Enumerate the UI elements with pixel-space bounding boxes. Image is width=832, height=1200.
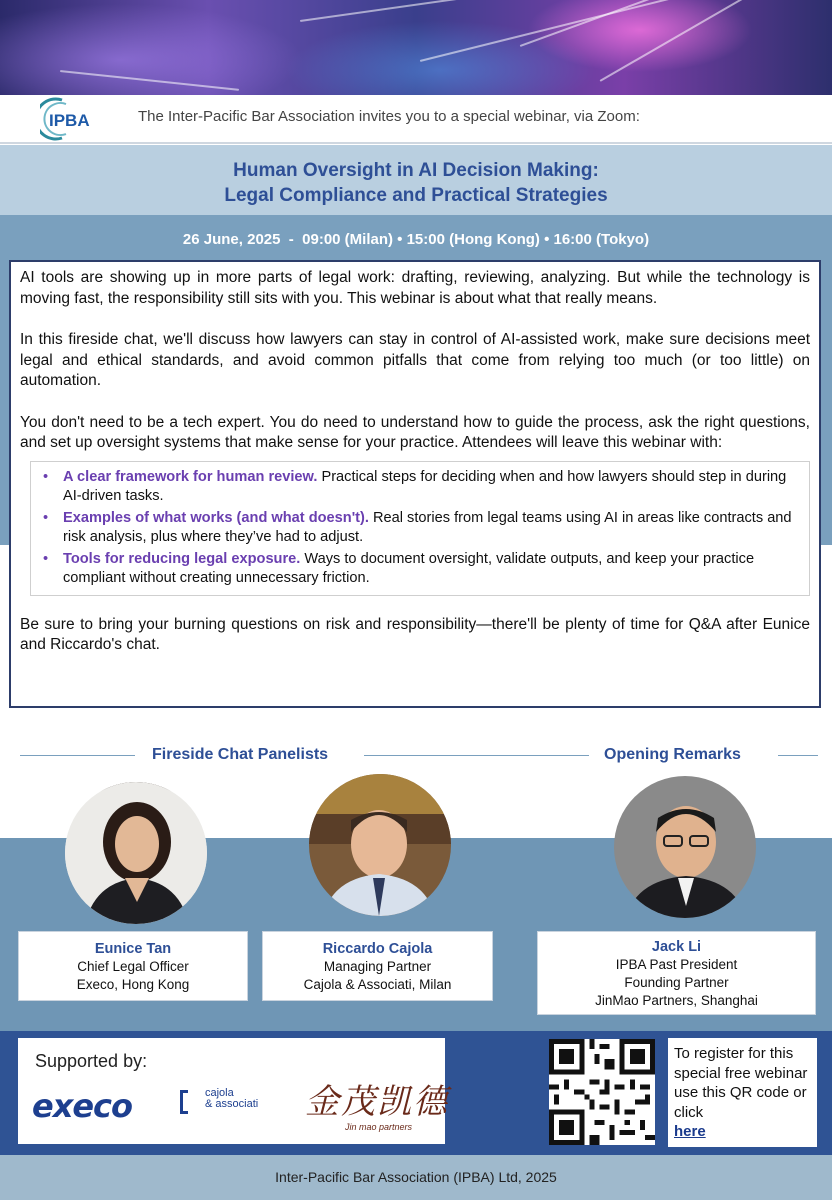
title-line-2: Legal Compliance and Practical Strategies — [224, 185, 608, 206]
bullet-icon: • — [43, 509, 49, 526]
paragraph-2: In this fireside chat, we'll discuss how lawyers can stay in control of AI-assisted work, make sure decisions meet legal and ethical standards, and avoid common pitfalls that come from relying too much (or too little) on automation. — [20, 331, 810, 389]
cajola-sub: & associati — [205, 1098, 259, 1110]
list-item — [43, 550, 797, 589]
event-title — [0, 158, 832, 208]
description-box — [9, 260, 821, 708]
speaker-org: Execo, Hong Kong — [76, 977, 190, 992]
speaker-role-2: Founding Partner — [624, 975, 729, 990]
footer: Inter-Pacific Bar Association (IPBA) Ltd, 2025 — [0, 1155, 832, 1200]
speaker-role: Managing Partner — [323, 959, 432, 974]
qr-code[interactable] — [549, 1039, 655, 1145]
divider — [778, 755, 818, 756]
speaker-org: JinMao Partners, Shanghai — [595, 993, 758, 1008]
jinmao-logo — [305, 1074, 449, 1132]
bullet-text: Practical steps for deciding when and how lawyers should step in during AI-driven tasks. — [63, 468, 787, 504]
opening-heading: Opening Remarks — [604, 746, 741, 763]
portrait-icon — [65, 782, 207, 924]
paragraph-1: AI tools are showing up in more parts of legal work: drafting, reviewing, analyzing. But while the technology is moving fast, the responsibility still sits with you. This webinar is about what that really means. — [20, 269, 810, 307]
execo-logo: execo — [32, 1087, 132, 1125]
divider — [364, 755, 589, 756]
list-item — [43, 468, 797, 507]
invite-text: The Inter-Pacific Bar Association invites you to a special webinar, via Zoom: — [138, 108, 640, 125]
divider — [20, 755, 135, 756]
logo-text: IPBA — [49, 111, 90, 130]
speaker-name: Eunice Tan — [94, 941, 172, 957]
panelists-heading: Fireside Chat Panelists — [152, 746, 329, 763]
bullet-title: Examples of what works (and what doesn't). — [63, 509, 369, 526]
speaker-role: IPBA Past President — [615, 957, 738, 972]
portrait-icon — [614, 776, 756, 918]
avatar-riccardo — [309, 774, 451, 916]
speaker-role: Chief Legal Officer — [77, 959, 189, 974]
bullet-icon: • — [43, 468, 49, 485]
speaker-name: Jack Li — [651, 939, 702, 955]
portrait-icon — [309, 774, 451, 916]
bullet-text: Ways to document oversight, validate outputs, and keep your practice compliant without creating unnecessary friction. — [63, 550, 755, 586]
supported-by-label: Supported by: — [35, 1051, 148, 1071]
avatar-jack — [614, 776, 756, 918]
title-line-1: Human Oversight in AI Decision Making: — [233, 160, 599, 181]
event-date: 26 June, 2025 - 09:00 (Milan) • 15:00 (Hong Kong) • 16:00 (Tokyo) — [182, 231, 650, 248]
register-link[interactable]: here — [674, 1123, 706, 1140]
paragraph-3: You don't need to be a tech expert. You do need to understand how to guide the process, ask the right questions, and set up oversight systems that make sense for your practice. Attendees will leave this webinar with: — [20, 413, 810, 451]
speaker-name: Riccardo Cajola — [322, 941, 433, 957]
speaker-card-riccardo — [262, 931, 493, 1001]
speaker-card-jack — [537, 931, 816, 1015]
jinmao-calligraphy-icon: 金茂凯德 — [305, 1082, 449, 1122]
avatar-eunice — [65, 782, 207, 924]
bullet-title: A clear framework for human review. — [63, 468, 318, 485]
bullet-title: Tools for reducing legal exposure. — [63, 550, 301, 567]
ipba-logo — [40, 96, 102, 142]
takeaways-list — [30, 461, 810, 596]
hero-banner — [0, 0, 832, 95]
speaker-org: Cajola & Associati, Milan — [303, 977, 452, 992]
bullet-text: Real stories from legal teams using AI in areas like contracts and risk analysis, plus where they’ve had to adjust. — [63, 509, 792, 545]
jinmao-sub: Jin mao partners — [345, 1122, 413, 1132]
paragraph-4: Be sure to bring your burning questions on risk and responsibility—there'll be plenty of time for Q&A after Eunice and Riccardo's chat. — [20, 615, 810, 653]
bullet-icon: • — [43, 550, 49, 567]
cajola-name: cajola — [205, 1087, 234, 1099]
cajola-mark-icon — [180, 1090, 188, 1114]
list-item — [43, 509, 797, 548]
speaker-card-eunice — [18, 931, 248, 1001]
register-instructions: To register for this special free webinar use this QR code or click — [674, 1045, 808, 1121]
register-text — [674, 1044, 814, 1142]
